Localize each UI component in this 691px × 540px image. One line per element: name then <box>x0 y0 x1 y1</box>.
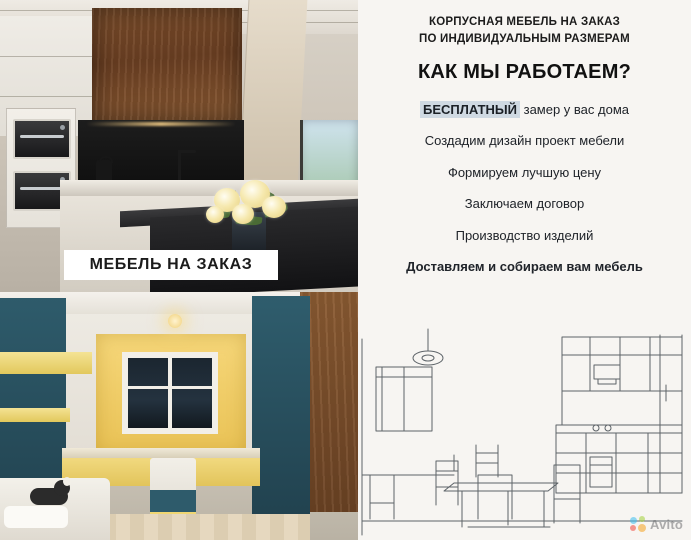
headline-question: КАК МЫ РАБОТАЕМ? <box>418 60 631 83</box>
step-text: Производство изделий <box>455 227 594 243</box>
ceiling-lamp <box>168 314 182 328</box>
step-text: Заключаем договор <box>464 196 585 212</box>
flower <box>206 206 224 223</box>
headline-small-line2: ПО ИНДИВИДУАЛЬНЫМ РАЗМЕРАМ <box>419 33 630 46</box>
oven-upper <box>13 119 71 159</box>
steps-list <box>368 102 681 276</box>
kids-room-photo <box>0 292 358 540</box>
list-item <box>368 165 681 181</box>
avito-watermark <box>630 516 683 532</box>
step-highlight: БЕСПЛАТНЫЙ <box>420 101 520 118</box>
list-item <box>368 196 681 212</box>
list-item <box>368 133 681 149</box>
plush-toy <box>30 480 70 506</box>
bunk-bed-upper <box>0 352 92 374</box>
step-text: замер у вас дома <box>520 101 630 117</box>
list-item <box>368 102 681 118</box>
wood-panel <box>92 8 242 120</box>
kitchen-line-drawing <box>358 325 691 540</box>
flower <box>232 204 254 224</box>
kettle <box>96 160 112 182</box>
teal-wardrobe-right <box>252 296 310 526</box>
list-item <box>368 228 681 244</box>
caption-badge-label: МЕБЕЛЬ НА ЗАКАЗ <box>89 256 253 273</box>
avito-watermark-text: Avito <box>649 516 683 532</box>
bunk-bed-ladder <box>0 408 70 422</box>
avito-logo-icon <box>630 516 646 532</box>
list-item <box>368 259 681 275</box>
step-text: Доставляем и собираем вам мебель <box>406 259 643 275</box>
caption-badge <box>64 250 278 280</box>
led-strip <box>86 122 236 126</box>
chair-seat <box>150 490 196 512</box>
desk-top <box>62 448 260 458</box>
headline-small-line1: КОРПУСНАЯ МЕБЕЛЬ НА ЗАКАЗ <box>429 16 620 28</box>
headline-small <box>368 14 681 49</box>
step-text: Создадим дизайн проект мебели <box>424 133 625 149</box>
pillow <box>4 506 68 528</box>
step-text: Формируем лучшую цену <box>447 164 602 180</box>
room-window <box>122 352 218 434</box>
faucet <box>178 150 181 184</box>
right-text-column <box>358 0 691 540</box>
kitchen-photo <box>0 0 358 292</box>
flower <box>262 196 286 218</box>
